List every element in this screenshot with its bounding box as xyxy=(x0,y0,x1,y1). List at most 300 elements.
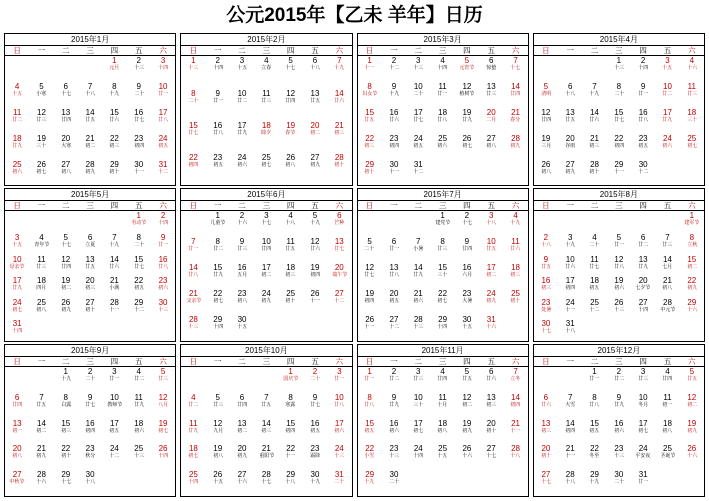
day-cell[interactable] xyxy=(631,393,655,419)
day-cell[interactable] xyxy=(78,393,102,419)
day-cell[interactable] xyxy=(206,419,230,445)
day-cell[interactable] xyxy=(455,237,479,263)
day-cell[interactable] xyxy=(358,108,382,134)
day-cell[interactable] xyxy=(29,298,53,320)
day-cell[interactable] xyxy=(327,211,351,238)
day-cell[interactable] xyxy=(382,393,406,419)
day-cell[interactable] xyxy=(558,298,582,320)
day-cell[interactable] xyxy=(406,444,430,470)
day-cell[interactable] xyxy=(29,444,53,470)
day-cell[interactable] xyxy=(607,444,631,470)
day-cell[interactable] xyxy=(5,444,29,470)
day-cell[interactable] xyxy=(582,233,606,255)
day-cell[interactable] xyxy=(327,366,351,393)
day-cell[interactable] xyxy=(29,419,53,445)
day-cell[interactable] xyxy=(382,82,406,108)
day-cell[interactable] xyxy=(358,470,382,496)
day-cell[interactable] xyxy=(254,289,278,315)
day-cell[interactable] xyxy=(230,121,254,153)
day-cell[interactable] xyxy=(54,82,78,108)
day-cell[interactable] xyxy=(54,134,78,160)
day-cell[interactable] xyxy=(206,237,230,263)
day-cell[interactable] xyxy=(607,470,631,496)
day-cell[interactable] xyxy=(181,470,205,496)
day-cell[interactable] xyxy=(534,276,558,298)
day-cell[interactable] xyxy=(631,134,655,160)
day-cell[interactable] xyxy=(534,160,558,186)
day-cell[interactable] xyxy=(430,366,454,393)
day-cell[interactable] xyxy=(455,211,479,238)
day-cell[interactable] xyxy=(382,108,406,134)
day-cell[interactable] xyxy=(631,298,655,320)
day-cell[interactable] xyxy=(102,56,126,83)
day-cell[interactable] xyxy=(230,444,254,470)
day-cell[interactable] xyxy=(479,263,503,289)
day-cell[interactable] xyxy=(181,315,205,341)
day-cell[interactable] xyxy=(127,211,151,233)
day-cell[interactable] xyxy=(54,160,78,186)
day-cell[interactable] xyxy=(382,237,406,263)
day-cell[interactable] xyxy=(102,255,126,277)
day-cell[interactable] xyxy=(279,56,303,89)
day-cell[interactable] xyxy=(382,315,406,341)
day-cell[interactable] xyxy=(455,289,479,315)
day-cell[interactable] xyxy=(102,419,126,445)
day-cell[interactable] xyxy=(303,56,327,89)
day-cell[interactable] xyxy=(607,56,631,83)
day-cell[interactable] xyxy=(582,470,606,496)
day-cell[interactable] xyxy=(151,276,175,298)
day-cell[interactable] xyxy=(680,366,704,393)
day-cell[interactable] xyxy=(181,153,205,185)
day-cell[interactable] xyxy=(479,108,503,134)
day-cell[interactable] xyxy=(680,298,704,320)
day-cell[interactable] xyxy=(479,289,503,315)
day-cell[interactable] xyxy=(54,255,78,277)
day-cell[interactable] xyxy=(382,134,406,160)
day-cell[interactable] xyxy=(5,82,29,108)
day-cell[interactable] xyxy=(382,444,406,470)
day-cell[interactable] xyxy=(127,366,151,393)
day-cell[interactable] xyxy=(279,419,303,445)
day-cell[interactable] xyxy=(358,56,382,83)
day-cell[interactable] xyxy=(54,298,78,320)
day-cell[interactable] xyxy=(279,211,303,238)
day-cell[interactable] xyxy=(102,298,126,320)
day-cell[interactable] xyxy=(631,56,655,83)
day-cell[interactable] xyxy=(534,255,558,277)
day-cell[interactable] xyxy=(558,419,582,445)
day-cell[interactable] xyxy=(503,237,527,263)
day-cell[interactable] xyxy=(254,56,278,89)
day-cell[interactable] xyxy=(455,393,479,419)
day-cell[interactable] xyxy=(534,134,558,160)
day-cell[interactable] xyxy=(479,366,503,393)
day-cell[interactable] xyxy=(479,393,503,419)
day-cell[interactable] xyxy=(503,82,527,108)
day-cell[interactable] xyxy=(303,366,327,393)
day-cell[interactable] xyxy=(303,263,327,289)
day-cell[interactable] xyxy=(279,121,303,153)
day-cell[interactable] xyxy=(631,160,655,186)
day-cell[interactable] xyxy=(655,393,679,419)
day-cell[interactable] xyxy=(151,444,175,470)
day-cell[interactable] xyxy=(151,298,175,320)
day-cell[interactable] xyxy=(206,211,230,238)
day-cell[interactable] xyxy=(327,56,351,89)
day-cell[interactable] xyxy=(29,255,53,277)
day-cell[interactable] xyxy=(127,108,151,134)
day-cell[interactable] xyxy=(29,108,53,134)
day-cell[interactable] xyxy=(382,470,406,496)
day-cell[interactable] xyxy=(655,134,679,160)
day-cell[interactable] xyxy=(54,366,78,393)
day-cell[interactable] xyxy=(582,393,606,419)
day-cell[interactable] xyxy=(78,444,102,470)
day-cell[interactable] xyxy=(279,263,303,289)
day-cell[interactable] xyxy=(534,319,558,341)
day-cell[interactable] xyxy=(206,393,230,419)
day-cell[interactable] xyxy=(655,108,679,134)
day-cell[interactable] xyxy=(303,289,327,315)
day-cell[interactable] xyxy=(206,56,230,89)
day-cell[interactable] xyxy=(78,82,102,108)
day-cell[interactable] xyxy=(455,134,479,160)
day-cell[interactable] xyxy=(127,82,151,108)
day-cell[interactable] xyxy=(607,82,631,108)
day-cell[interactable] xyxy=(254,263,278,289)
day-cell[interactable] xyxy=(78,470,102,496)
day-cell[interactable] xyxy=(327,470,351,496)
day-cell[interactable] xyxy=(430,419,454,445)
day-cell[interactable] xyxy=(327,444,351,470)
day-cell[interactable] xyxy=(607,298,631,320)
day-cell[interactable] xyxy=(206,315,230,341)
day-cell[interactable] xyxy=(54,470,78,496)
day-cell[interactable] xyxy=(254,121,278,153)
day-cell[interactable] xyxy=(534,470,558,496)
day-cell[interactable] xyxy=(327,121,351,153)
day-cell[interactable] xyxy=(230,263,254,289)
day-cell[interactable] xyxy=(582,82,606,108)
day-cell[interactable] xyxy=(127,444,151,470)
day-cell[interactable] xyxy=(430,315,454,341)
day-cell[interactable] xyxy=(102,134,126,160)
day-cell[interactable] xyxy=(655,82,679,108)
day-cell[interactable] xyxy=(406,366,430,393)
day-cell[interactable] xyxy=(479,82,503,108)
day-cell[interactable] xyxy=(430,108,454,134)
day-cell[interactable] xyxy=(558,134,582,160)
day-cell[interactable] xyxy=(206,289,230,315)
day-cell[interactable] xyxy=(5,393,29,419)
day-cell[interactable] xyxy=(78,160,102,186)
day-cell[interactable] xyxy=(29,82,53,108)
day-cell[interactable] xyxy=(582,160,606,186)
day-cell[interactable] xyxy=(607,393,631,419)
day-cell[interactable] xyxy=(181,263,205,289)
day-cell[interactable] xyxy=(680,419,704,445)
day-cell[interactable] xyxy=(78,366,102,393)
day-cell[interactable] xyxy=(479,56,503,83)
day-cell[interactable] xyxy=(181,121,205,153)
day-cell[interactable] xyxy=(655,233,679,255)
day-cell[interactable] xyxy=(607,134,631,160)
day-cell[interactable] xyxy=(406,82,430,108)
day-cell[interactable] xyxy=(127,419,151,445)
day-cell[interactable] xyxy=(127,233,151,255)
day-cell[interactable] xyxy=(503,393,527,419)
day-cell[interactable] xyxy=(327,237,351,263)
day-cell[interactable] xyxy=(102,82,126,108)
day-cell[interactable] xyxy=(503,211,527,238)
day-cell[interactable] xyxy=(503,56,527,83)
day-cell[interactable] xyxy=(406,160,430,186)
day-cell[interactable] xyxy=(102,276,126,298)
day-cell[interactable] xyxy=(230,289,254,315)
day-cell[interactable] xyxy=(534,233,558,255)
day-cell[interactable] xyxy=(406,263,430,289)
day-cell[interactable] xyxy=(558,108,582,134)
day-cell[interactable] xyxy=(78,255,102,277)
day-cell[interactable] xyxy=(479,237,503,263)
day-cell[interactable] xyxy=(382,366,406,393)
day-cell[interactable] xyxy=(181,89,205,121)
day-cell[interactable] xyxy=(254,153,278,185)
day-cell[interactable] xyxy=(631,276,655,298)
day-cell[interactable] xyxy=(102,393,126,419)
day-cell[interactable] xyxy=(503,134,527,160)
day-cell[interactable] xyxy=(303,89,327,121)
day-cell[interactable] xyxy=(327,153,351,185)
day-cell[interactable] xyxy=(358,366,382,393)
day-cell[interactable] xyxy=(254,444,278,470)
day-cell[interactable] xyxy=(631,444,655,470)
day-cell[interactable] xyxy=(254,470,278,496)
day-cell[interactable] xyxy=(406,393,430,419)
day-cell[interactable] xyxy=(279,444,303,470)
day-cell[interactable] xyxy=(582,276,606,298)
day-cell[interactable] xyxy=(29,160,53,186)
day-cell[interactable] xyxy=(303,444,327,470)
day-cell[interactable] xyxy=(78,419,102,445)
day-cell[interactable] xyxy=(479,444,503,470)
day-cell[interactable] xyxy=(430,134,454,160)
day-cell[interactable] xyxy=(479,419,503,445)
day-cell[interactable] xyxy=(534,419,558,445)
day-cell[interactable] xyxy=(430,393,454,419)
day-cell[interactable] xyxy=(327,263,351,289)
day-cell[interactable] xyxy=(607,160,631,186)
day-cell[interactable] xyxy=(680,393,704,419)
day-cell[interactable] xyxy=(358,289,382,315)
day-cell[interactable] xyxy=(54,233,78,255)
day-cell[interactable] xyxy=(102,444,126,470)
day-cell[interactable] xyxy=(680,276,704,298)
day-cell[interactable] xyxy=(680,444,704,470)
day-cell[interactable] xyxy=(102,108,126,134)
day-cell[interactable] xyxy=(430,237,454,263)
day-cell[interactable] xyxy=(358,263,382,289)
day-cell[interactable] xyxy=(279,153,303,185)
day-cell[interactable] xyxy=(254,419,278,445)
day-cell[interactable] xyxy=(607,108,631,134)
day-cell[interactable] xyxy=(206,444,230,470)
day-cell[interactable] xyxy=(279,393,303,419)
day-cell[interactable] xyxy=(279,237,303,263)
day-cell[interactable] xyxy=(558,444,582,470)
day-cell[interactable] xyxy=(5,319,29,341)
day-cell[interactable] xyxy=(29,470,53,496)
day-cell[interactable] xyxy=(406,419,430,445)
day-cell[interactable] xyxy=(558,255,582,277)
day-cell[interactable] xyxy=(455,444,479,470)
day-cell[interactable] xyxy=(534,108,558,134)
day-cell[interactable] xyxy=(230,89,254,121)
day-cell[interactable] xyxy=(151,56,175,83)
day-cell[interactable] xyxy=(181,237,205,263)
day-cell[interactable] xyxy=(303,121,327,153)
day-cell[interactable] xyxy=(78,233,102,255)
day-cell[interactable] xyxy=(631,419,655,445)
day-cell[interactable] xyxy=(5,255,29,277)
day-cell[interactable] xyxy=(406,108,430,134)
day-cell[interactable] xyxy=(655,56,679,83)
day-cell[interactable] xyxy=(382,160,406,186)
day-cell[interactable] xyxy=(534,444,558,470)
day-cell[interactable] xyxy=(5,298,29,320)
day-cell[interactable] xyxy=(607,366,631,393)
day-cell[interactable] xyxy=(582,419,606,445)
day-cell[interactable] xyxy=(534,82,558,108)
day-cell[interactable] xyxy=(558,160,582,186)
day-cell[interactable] xyxy=(455,108,479,134)
day-cell[interactable] xyxy=(479,134,503,160)
day-cell[interactable] xyxy=(78,298,102,320)
day-cell[interactable] xyxy=(455,366,479,393)
day-cell[interactable] xyxy=(534,393,558,419)
day-cell[interactable] xyxy=(151,419,175,445)
day-cell[interactable] xyxy=(582,108,606,134)
day-cell[interactable] xyxy=(127,255,151,277)
day-cell[interactable] xyxy=(206,121,230,153)
day-cell[interactable] xyxy=(455,419,479,445)
day-cell[interactable] xyxy=(230,393,254,419)
day-cell[interactable] xyxy=(680,82,704,108)
day-cell[interactable] xyxy=(655,366,679,393)
day-cell[interactable] xyxy=(127,276,151,298)
day-cell[interactable] xyxy=(430,263,454,289)
day-cell[interactable] xyxy=(382,419,406,445)
day-cell[interactable] xyxy=(358,393,382,419)
day-cell[interactable] xyxy=(680,211,704,233)
day-cell[interactable] xyxy=(631,470,655,496)
day-cell[interactable] xyxy=(181,393,205,419)
day-cell[interactable] xyxy=(29,134,53,160)
day-cell[interactable] xyxy=(680,233,704,255)
day-cell[interactable] xyxy=(279,470,303,496)
day-cell[interactable] xyxy=(181,289,205,315)
day-cell[interactable] xyxy=(430,211,454,238)
day-cell[interactable] xyxy=(254,237,278,263)
day-cell[interactable] xyxy=(503,263,527,289)
day-cell[interactable] xyxy=(151,211,175,233)
day-cell[interactable] xyxy=(382,289,406,315)
day-cell[interactable] xyxy=(558,393,582,419)
day-cell[interactable] xyxy=(127,134,151,160)
day-cell[interactable] xyxy=(327,89,351,121)
day-cell[interactable] xyxy=(503,366,527,393)
day-cell[interactable] xyxy=(358,444,382,470)
day-cell[interactable] xyxy=(582,366,606,393)
day-cell[interactable] xyxy=(303,470,327,496)
day-cell[interactable] xyxy=(406,56,430,83)
day-cell[interactable] xyxy=(279,89,303,121)
day-cell[interactable] xyxy=(358,134,382,160)
day-cell[interactable] xyxy=(151,108,175,134)
day-cell[interactable] xyxy=(5,233,29,255)
day-cell[interactable] xyxy=(503,108,527,134)
day-cell[interactable] xyxy=(5,419,29,445)
day-cell[interactable] xyxy=(303,153,327,185)
day-cell[interactable] xyxy=(455,56,479,83)
day-cell[interactable] xyxy=(206,153,230,185)
day-cell[interactable] xyxy=(303,237,327,263)
day-cell[interactable] xyxy=(327,419,351,445)
day-cell[interactable] xyxy=(230,153,254,185)
day-cell[interactable] xyxy=(102,366,126,393)
day-cell[interactable] xyxy=(151,255,175,277)
day-cell[interactable] xyxy=(303,211,327,238)
day-cell[interactable] xyxy=(127,160,151,186)
day-cell[interactable] xyxy=(127,298,151,320)
day-cell[interactable] xyxy=(358,160,382,186)
day-cell[interactable] xyxy=(151,160,175,186)
day-cell[interactable] xyxy=(127,56,151,83)
day-cell[interactable] xyxy=(5,108,29,134)
day-cell[interactable] xyxy=(455,263,479,289)
day-cell[interactable] xyxy=(54,276,78,298)
day-cell[interactable] xyxy=(151,366,175,393)
day-cell[interactable] xyxy=(582,134,606,160)
day-cell[interactable] xyxy=(631,233,655,255)
day-cell[interactable] xyxy=(181,419,205,445)
day-cell[interactable] xyxy=(358,82,382,108)
day-cell[interactable] xyxy=(680,56,704,83)
day-cell[interactable] xyxy=(102,160,126,186)
day-cell[interactable] xyxy=(279,366,303,393)
day-cell[interactable] xyxy=(455,82,479,108)
day-cell[interactable] xyxy=(631,82,655,108)
day-cell[interactable] xyxy=(230,470,254,496)
day-cell[interactable] xyxy=(479,211,503,238)
day-cell[interactable] xyxy=(151,233,175,255)
day-cell[interactable] xyxy=(655,276,679,298)
day-cell[interactable] xyxy=(582,444,606,470)
day-cell[interactable] xyxy=(29,233,53,255)
day-cell[interactable] xyxy=(558,470,582,496)
day-cell[interactable] xyxy=(558,319,582,341)
day-cell[interactable] xyxy=(181,56,205,89)
day-cell[interactable] xyxy=(479,315,503,341)
day-cell[interactable] xyxy=(607,255,631,277)
day-cell[interactable] xyxy=(327,289,351,315)
day-cell[interactable] xyxy=(382,56,406,83)
day-cell[interactable] xyxy=(151,393,175,419)
day-cell[interactable] xyxy=(230,419,254,445)
day-cell[interactable] xyxy=(206,263,230,289)
day-cell[interactable] xyxy=(503,289,527,315)
